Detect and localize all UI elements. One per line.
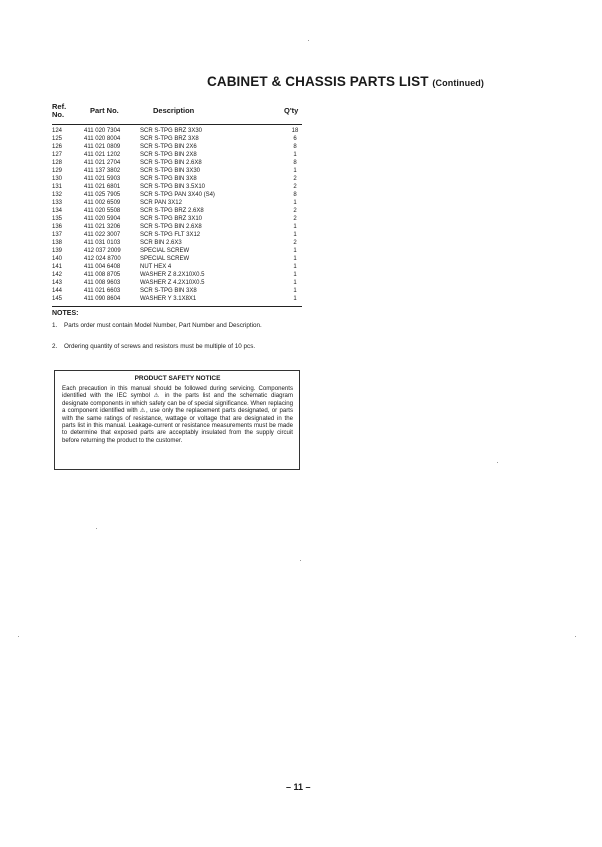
- part-no-cell: 411 021 1202: [84, 152, 121, 158]
- ref-cell: 129: [52, 168, 63, 174]
- part-no-cell: 411 020 8004: [84, 136, 121, 142]
- qty-cell: 1: [293, 248, 297, 254]
- ref-cell: 136: [52, 224, 63, 230]
- part-no-cell: 411 004 6408: [84, 264, 121, 270]
- qty-cell: 2: [293, 240, 297, 246]
- qty-cell: 18: [291, 128, 299, 134]
- part-no-cell: 411 020 5904: [84, 216, 121, 222]
- description-cell: SCR S-TPG BRZ 3X8: [140, 136, 199, 142]
- part-no-cell: 411 090 8604: [84, 296, 121, 302]
- qty-cell: 1: [293, 224, 297, 230]
- scan-speck: [18, 636, 19, 637]
- scan-speck: [575, 636, 576, 637]
- table-row: [52, 207, 304, 215]
- table-row: [52, 231, 304, 239]
- ref-cell: 125: [52, 136, 63, 142]
- qty-cell: 8: [293, 144, 297, 150]
- table-row: [52, 239, 304, 247]
- table-row: [52, 279, 304, 287]
- ref-cell: 135: [52, 216, 63, 222]
- table-row: [52, 263, 304, 271]
- qty-cell: 2: [293, 208, 297, 214]
- table-row: [52, 199, 304, 207]
- part-no-cell: 411 137 3802: [84, 168, 121, 174]
- table-row: [52, 247, 304, 255]
- table-row: [52, 255, 304, 263]
- description-cell: WASHER Y 3.1X8X1: [140, 296, 197, 302]
- ref-cell: 127: [52, 152, 63, 158]
- notice-body: Each precaution in this manual should be followed during servicing. Components identified with the IEC symbol ⚠ in the parts list and the schematic diagram designate components in which safety can be of special significance. When replacing a component identified with ⚠, use only the replacement parts designated, or parts with the same ratings of resistance, wattage or voltage that are designated in the parts list in this manual. Leakage-current or resistance measurements must be made to determine that exposed parts are acceptably insulated from the supply circuit before returning the product to the customer.: [62, 385, 293, 444]
- description-cell: SCR S-TPG BIN 3X8: [140, 176, 197, 182]
- table-row: [52, 287, 304, 295]
- note-item: [52, 343, 304, 352]
- part-no-cell: 411 021 3206: [84, 224, 121, 230]
- part-no-cell: 411 020 5508: [84, 208, 121, 214]
- ref-cell: 132: [52, 192, 63, 198]
- qty-cell: 1: [293, 272, 297, 278]
- description-cell: SCR BIN 2.6X3: [140, 240, 182, 246]
- table-row: [52, 295, 304, 303]
- part-no-cell: 411 021 0809: [84, 144, 121, 150]
- ref-cell: 134: [52, 208, 63, 214]
- ref-cell: 142: [52, 272, 63, 278]
- ref-cell: 137: [52, 232, 63, 238]
- part-no-cell: 411 025 7905: [84, 192, 121, 198]
- qty-cell: 1: [293, 152, 297, 158]
- qty-cell: 1: [293, 200, 297, 206]
- description-cell: SCR S-TPG BIN 3X8: [140, 288, 197, 294]
- description-cell: SCR S-TPG BRZ 3X10: [140, 216, 203, 222]
- part-no-cell: 411 008 8705: [84, 272, 121, 278]
- qty-cell: 2: [293, 176, 297, 182]
- part-no-cell: 411 021 6801: [84, 184, 121, 190]
- table-row: [52, 143, 304, 151]
- part-no-cell: 411 021 6603: [84, 288, 121, 294]
- ref-cell: 124: [52, 128, 63, 134]
- description-cell: SCR S-TPG BIN 2X8: [140, 152, 197, 158]
- ref-cell: 138: [52, 240, 63, 246]
- part-no-cell: 412 037 2009: [84, 248, 121, 254]
- qty-cell: 2: [293, 184, 297, 190]
- col-header-part: Part No.: [90, 106, 119, 115]
- qty-cell: 1: [293, 232, 297, 238]
- part-no-cell: 411 021 2704: [84, 160, 121, 166]
- qty-cell: 1: [293, 296, 297, 302]
- description-cell: SCR S-TPG BIN 2X6: [140, 144, 197, 150]
- col-header-ref: Ref. No.: [52, 102, 67, 119]
- table-row: [52, 271, 304, 279]
- notice-title: PRODUCT SAFETY NOTICE: [134, 375, 221, 382]
- table-row: [52, 167, 304, 175]
- page-number: – 11 –: [286, 782, 311, 792]
- title-main: CABINET & CHASSIS PARTS LIST: [207, 74, 429, 89]
- table-row: [52, 175, 304, 183]
- ref-cell: 141: [52, 264, 63, 270]
- qty-cell: 1: [293, 288, 297, 294]
- ref-cell: 144: [52, 288, 63, 294]
- qty-cell: 1: [293, 256, 297, 262]
- table-row: [52, 159, 304, 167]
- table-row: [52, 151, 304, 159]
- qty-cell: 1: [293, 280, 297, 286]
- part-no-cell: 412 024 8700: [84, 256, 121, 262]
- note-number: 1.: [52, 322, 58, 329]
- description-cell: SCR S-TPG BIN 2.6X8: [140, 224, 202, 230]
- description-cell: SCR S-TPG FLT 3X12: [140, 232, 201, 238]
- description-cell: WASHER Z 8.2X10X0.5: [140, 272, 205, 278]
- part-no-cell: 411 008 9603: [84, 280, 121, 286]
- description-cell: SCR S-TPG BIN 2.6X8: [140, 160, 202, 166]
- notes-title: NOTES:: [52, 310, 79, 317]
- scan-speck: [497, 462, 498, 463]
- note-text: Parts order must contain Model Number, Part Number and Description.: [64, 322, 262, 329]
- qty-cell: 6: [293, 136, 297, 142]
- note-number: 2.: [52, 343, 58, 350]
- col-header-qty: Q'ty: [284, 106, 299, 115]
- parts-table: [52, 127, 304, 303]
- description-cell: SCR S-TPG BRZ 2.6X8: [140, 208, 204, 214]
- qty-cell: 2: [293, 216, 297, 222]
- col-header-desc: Description: [153, 106, 195, 115]
- part-no-cell: 411 021 5903: [84, 176, 121, 182]
- scan-speck: [96, 528, 97, 529]
- safety-notice-box: [54, 370, 300, 470]
- note-item: [52, 322, 304, 331]
- part-no-cell: 411 022 3007: [84, 232, 121, 238]
- table-row: [52, 127, 304, 135]
- table-row: [52, 223, 304, 231]
- description-cell: SCR PAN 3X12: [140, 200, 182, 206]
- ref-cell: 131: [52, 184, 63, 190]
- ref-cell: 133: [52, 200, 63, 206]
- part-no-cell: 411 031 0103: [84, 240, 121, 246]
- table-bottom-rule: [52, 306, 302, 307]
- ref-cell: 143: [52, 280, 63, 286]
- header-rule: [52, 124, 302, 125]
- table-row: [52, 183, 304, 191]
- description-cell: SCR S-TPG BRZ 3X30: [140, 128, 203, 134]
- ref-cell: 126: [52, 144, 63, 150]
- scan-speck: [308, 40, 309, 41]
- table-row: [52, 135, 304, 143]
- qty-cell: 8: [293, 160, 297, 166]
- page-title: [207, 74, 484, 89]
- description-cell: SPECIAL SCREW: [140, 248, 190, 254]
- description-cell: SCR S-TPG BIN 3X30: [140, 168, 201, 174]
- qty-cell: 8: [293, 192, 297, 198]
- description-cell: WASHER Z 4.2X10X0.5: [140, 280, 205, 286]
- note-text: Ordering quantity of screws and resistors must be multiple of 10 pcs.: [64, 343, 256, 350]
- description-cell: NUT HEX 4: [140, 264, 172, 270]
- qty-cell: 1: [293, 168, 297, 174]
- description-cell: SPECIAL SCREW: [140, 256, 190, 262]
- ref-cell: 130: [52, 176, 63, 182]
- table-row: [52, 191, 304, 199]
- part-no-cell: 411 020 7304: [84, 128, 121, 134]
- title-continued: (Continued): [432, 78, 485, 88]
- ref-cell: 140: [52, 256, 63, 262]
- qty-cell: 1: [293, 264, 297, 270]
- description-cell: SCR S-TPG BIN 3.5X10: [140, 184, 206, 190]
- scan-speck: [300, 560, 301, 561]
- description-cell: SCR S-TPG PAN 3X40 (S4): [140, 192, 215, 198]
- table-row: [52, 215, 304, 223]
- ref-cell: 139: [52, 248, 63, 254]
- ref-cell: 145: [52, 296, 63, 302]
- ref-cell: 128: [52, 160, 63, 166]
- part-no-cell: 411 002 6509: [84, 200, 121, 206]
